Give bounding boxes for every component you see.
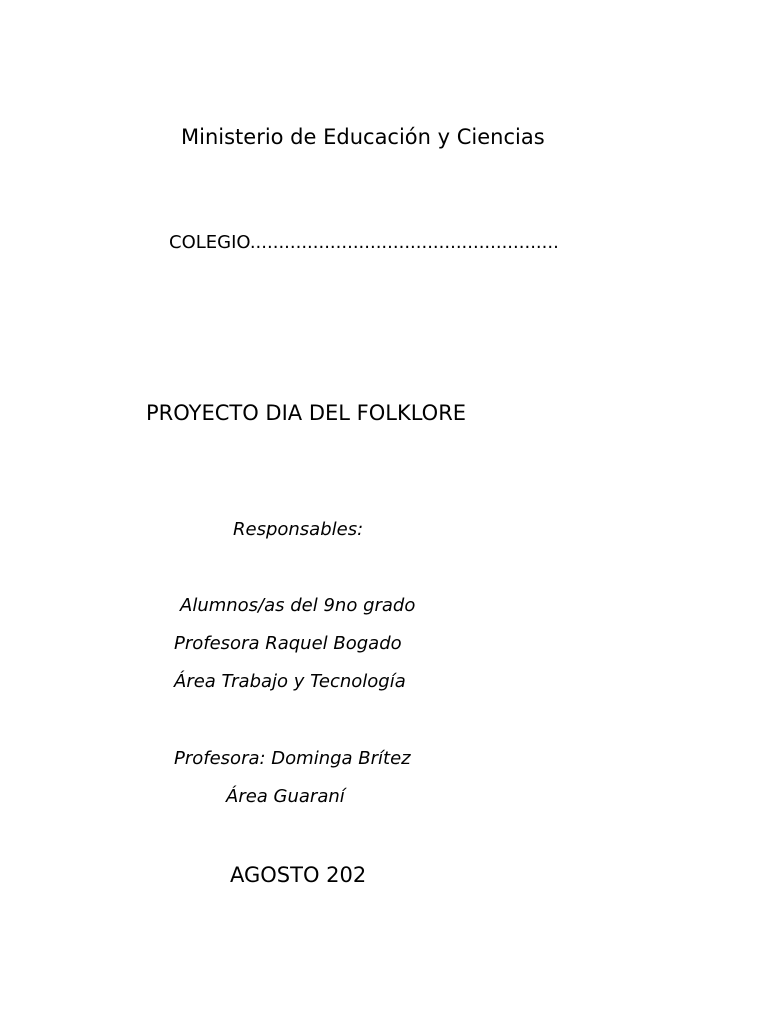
responsables-heading: Responsables: — [233, 519, 364, 540]
document-date: AGOSTO 202 — [230, 863, 367, 887]
ministry-heading: Ministerio de Educación y Ciencias — [181, 125, 545, 149]
school-line: COLEGIO...................................................... — [169, 232, 559, 253]
responsable-area-guarani: Área Guaraní — [226, 786, 345, 807]
responsable-teacher-bogado: Profesora Raquel Bogado — [174, 633, 402, 654]
responsable-teacher-britez: Profesora: Dominga Brítez — [174, 748, 411, 769]
responsable-area-technology: Área Trabajo y Tecnología — [174, 671, 406, 692]
responsable-students: Alumnos/as del 9no grado — [180, 595, 416, 616]
project-title: PROYECTO DIA DEL FOLKLORE — [146, 401, 467, 425]
